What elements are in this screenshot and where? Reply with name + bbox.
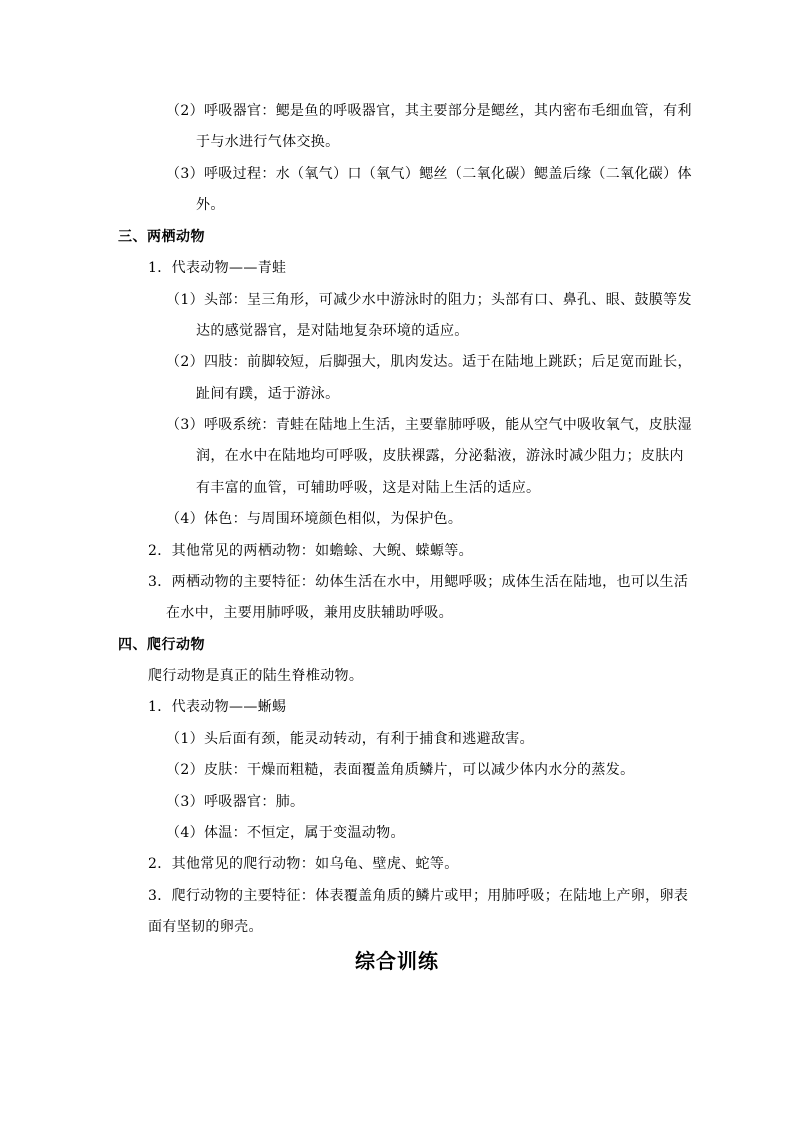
amphibians-features-line1: 3．两栖动物的主要特征：幼体生活在水中，用鳃呼吸；成体生活在陆地，也可以生活 bbox=[148, 574, 689, 590]
frog-head-line2: 达的感觉器官，是对陆地复杂环境的适应。 bbox=[196, 323, 469, 339]
lizard-skin: （2）皮肤：干燥而粗糙，表面覆盖角质鳞片，可以减少体内水分的蒸发。 bbox=[166, 762, 635, 778]
frog-limbs-line2: 趾间有蹼，适于游泳。 bbox=[196, 386, 340, 402]
frog-respiration-line1: （3）呼吸系统：青蛙在陆地上生活，主要靠肺呼吸，能从空气中吸收氧气，皮肤湿 bbox=[166, 417, 692, 433]
reptiles-features-line2: 面有坚韧的卵壳。 bbox=[148, 919, 263, 935]
frog-limbs-line1: （2）四肢：前脚较短，后脚强大，肌肉发达。适于在陆地上跳跃；后足宽而趾长， bbox=[166, 354, 692, 370]
fish-item3-line1: （3）呼吸过程：水（氧气）口（氧气）鳃丝（二氧化碳）鳃盖后缘（二氧化碳）体 bbox=[166, 166, 692, 182]
reptiles-others: 2．其他常见的爬行动物：如乌龟、壁虎、蛇等。 bbox=[148, 856, 459, 872]
frog-head-line1: （1）头部：呈三角形，可减少水中游泳时的阻力；头部有口、鼻孔、眼、鼓膜等发 bbox=[166, 292, 692, 308]
frog-color: （4）体色：与周围环境颜色相似，为保护色。 bbox=[166, 511, 463, 527]
section-title: 综合训练 bbox=[355, 949, 439, 973]
fish-item3-line2: 外。 bbox=[196, 197, 225, 213]
lizard-temperature: （4）体温：不恒定，属于变温动物。 bbox=[166, 825, 405, 841]
reptiles-heading: 四、爬行动物 bbox=[118, 637, 205, 653]
reptiles-features-line1: 3．爬行动物的主要特征：体表覆盖角质的鳞片或甲；用肺呼吸；在陆地上产卵，卵表 bbox=[148, 888, 689, 904]
fish-item2-line1: （2）呼吸器官：鳃是鱼的呼吸器官，其主要部分是鳃丝，其内密布毛细血管，有利 bbox=[166, 103, 692, 119]
frog-respiration-line3: 有丰富的血管，可辅助呼吸，这是对陆上生活的适应。 bbox=[196, 480, 541, 496]
lizard-neck: （1）头后面有颈，能灵动转动，有利于捕食和逃避敌害。 bbox=[166, 731, 535, 747]
fish-item2-line2: 于与水进行气体交换。 bbox=[196, 134, 340, 150]
lizard-organ: （3）呼吸器官：肺。 bbox=[166, 794, 305, 810]
amphibians-features-line2: 在水中，主要用肺呼吸，兼用皮肤辅助呼吸。 bbox=[166, 605, 453, 621]
reptiles-representative: 1．代表动物——蜥蜴 bbox=[148, 699, 287, 715]
amphibians-representative: 1．代表动物——青蛙 bbox=[148, 260, 287, 276]
amphibians-heading: 三、两栖动物 bbox=[118, 229, 205, 245]
reptiles-intro: 爬行动物是真正的陆生脊椎动物。 bbox=[148, 668, 364, 684]
amphibians-others: 2．其他常见的两栖动物：如蟾蜍、大鲵、蝾螈等。 bbox=[148, 543, 473, 559]
frog-respiration-line2: 润，在水中在陆地均可呼吸，皮肤裸露，分泌黏液，游泳时减少阻力；皮肤内 bbox=[196, 448, 684, 464]
